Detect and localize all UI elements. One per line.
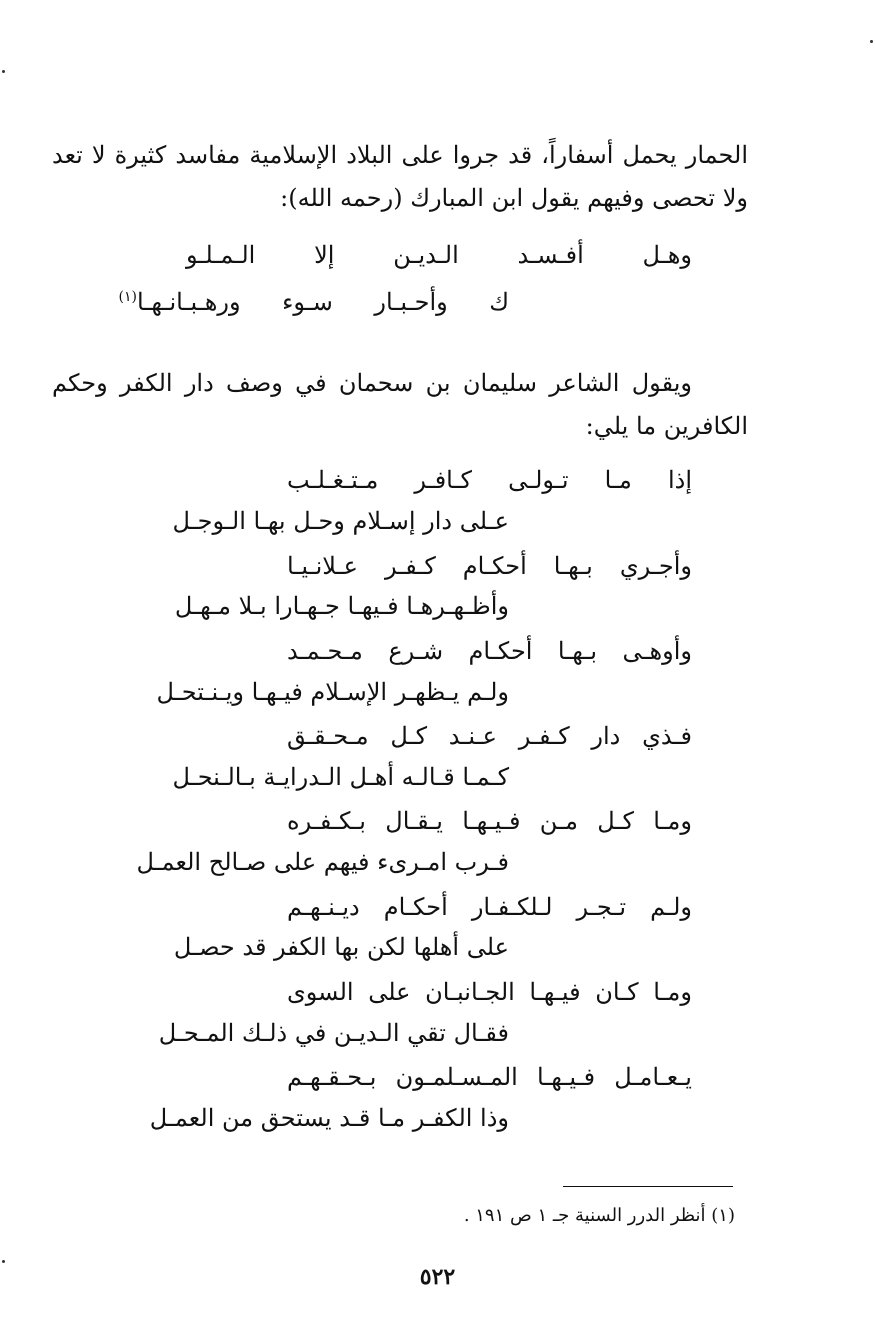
poem-line-7-first: ومـا كـان فيـهـا الجـانبـان على السوى <box>287 978 692 1006</box>
footnote-ref: (١) <box>118 289 137 305</box>
poem-line-4-second: كـمـا قـالـه أهـل الـدرايـة بـالـنحـل <box>172 763 509 791</box>
poem-line-2-second: وأظـهـرهـا فـيهـا جـهـارا بـلا مـهـل <box>174 592 509 620</box>
page-number: ٥٢٢ <box>419 1264 456 1290</box>
poem-line-4-first: فـذي دار كـفـر عـنـد كـل مـحـقـق <box>287 722 692 750</box>
poem-line-8-first: يـعـامـل فـيـهـا المـسـلمـون بـحـقـهـم <box>287 1063 692 1091</box>
paragraph-2-line-1: ويقول الشاعر سليمان بن سحمان في وصف دار الكفر وحكم <box>52 369 692 397</box>
footnote: (١) أنظر الدرر السنية جـ ١ ص ١٩١ . <box>463 1205 735 1226</box>
poem-line-3-second: ولـم يـظهـر الإسـلام فيـهـا ويـنـتحـل <box>156 678 509 706</box>
scan-mark <box>2 70 5 73</box>
paragraph-1: الحمار يحمل أسفاراً، قد جروا على البلاد الإسلامية مفاسد كثيرة لا تعد ولا تحصى وفيهم يقول ابن المبارك (رحمه الله): <box>52 141 748 212</box>
poem-line-6-first: ولـم تـجـر لـلكـفـار أحكـام ديـنـهـم <box>287 893 692 921</box>
poem-line-3-first: وأوهـى بـهـا أحكـام شـرع مـحـمـد <box>287 637 692 665</box>
poem-line-8-second: وذا الكفـر مـا قـد يستحق من العمـل <box>149 1104 509 1132</box>
scan-mark <box>2 1260 5 1263</box>
intro-verse-line-1: وهـل أفـسـد الـديـن إلا الـمـلـو <box>186 241 692 269</box>
scan-mark <box>870 40 873 43</box>
poem-line-1-second: عـلى دار إسـلام وحـل بهـا الـوجـل <box>172 507 509 535</box>
poem-line-2-first: وأجـري بـهـا أحكـام كـفـر عـلانـيـا <box>287 552 692 580</box>
poem-line-7-second: فقـال تقي الـديـن في ذلـك المـحـل <box>158 1019 509 1047</box>
intro-verse-line-2: ك وأحـبـار سـوء ورهـبـانـهـا <box>137 288 509 316</box>
poem-line-1-first: إذا مـا تـولـى كـافـر مـتـغـلـب <box>287 466 692 494</box>
paragraph-2-line-2: الكافرين ما يلي: <box>585 412 748 440</box>
footnote-divider <box>563 1186 733 1187</box>
intro-verse-line-2-wrap <box>109 282 509 317</box>
poem-line-5-second: فـرب امـرىء فيهم على صـالح العمـل <box>136 848 509 876</box>
poem-line-6-second: على أهلها لكن بها الكفر قد حصـل <box>173 933 509 961</box>
poem-line-5-first: ومـا كـل مـن فـيـهـا يـقـال بـكـفـره <box>287 807 692 835</box>
